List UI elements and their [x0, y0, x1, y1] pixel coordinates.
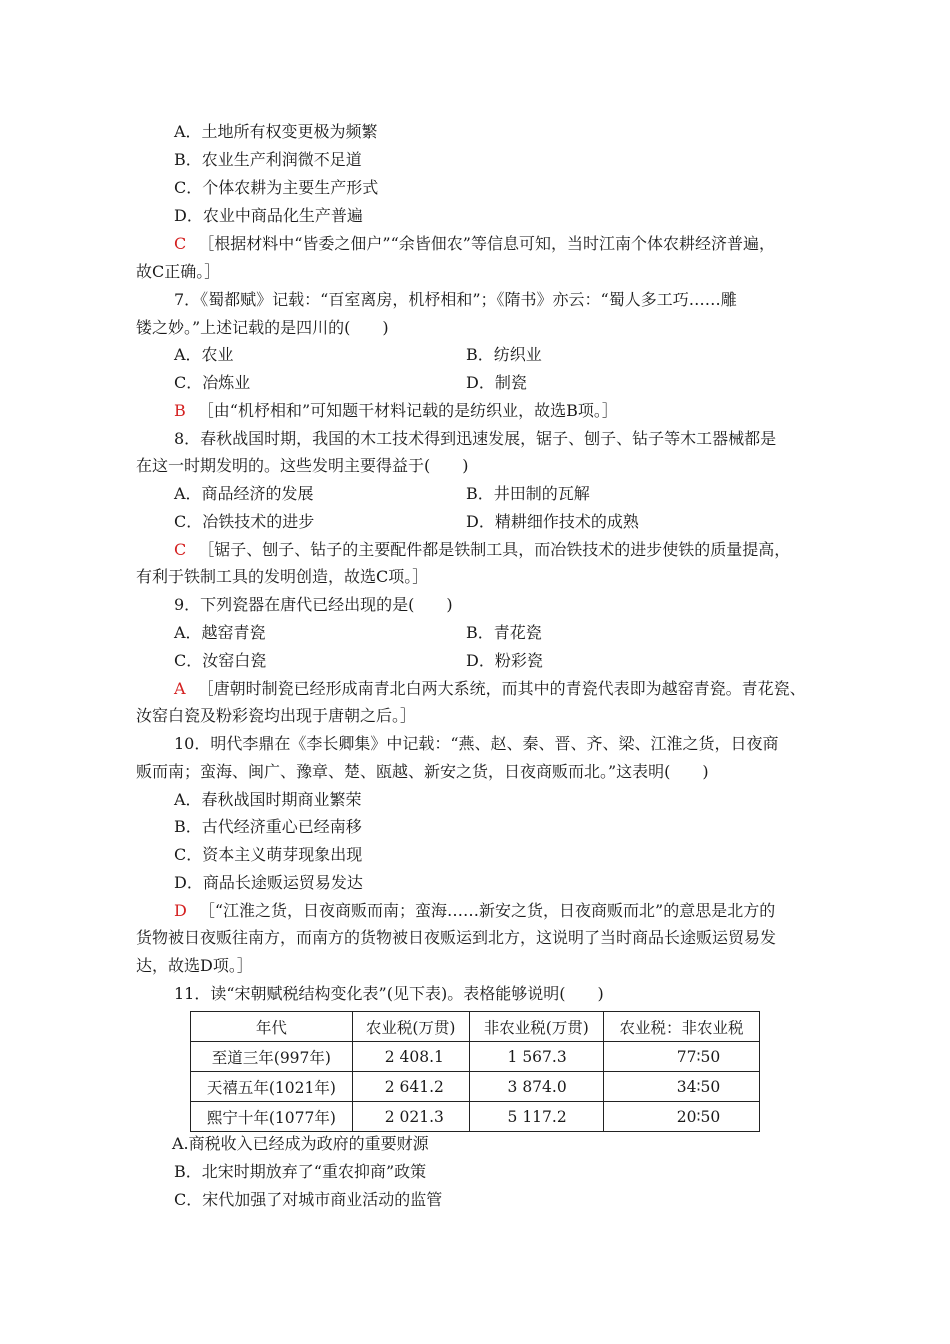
q9-stem: 9．下列瓷器在唐代已经出现的是( ) — [174, 595, 453, 614]
q10-answer-letter: D — [174, 901, 187, 920]
q8-option-a: A．商品经济的发展 — [174, 484, 314, 503]
table-cell-ratio: 77∶50 — [603, 1042, 759, 1072]
q7-answer — [174, 400, 618, 422]
table-row — [191, 1072, 760, 1102]
q8-stem-line2: 在这一时期发明的。这些发明主要得益于( ) — [136, 456, 469, 475]
q7-option-d: D．制瓷 — [466, 373, 527, 392]
q7-option-b: B．纺织业 — [466, 345, 542, 364]
q9-answer-line2: 汝窑白瓷及粉彩瓷均出现于唐朝之后。］ — [136, 706, 417, 725]
q8-option-b: B．井田制的瓦解 — [466, 484, 590, 503]
q6-option-a: A．土地所有权变更极为频繁 — [174, 122, 378, 141]
q10-answer-text: ［“江淮之货，日夜商贩而南；蛮海……新安之货，日夜商贩而北”的意思是北方的 — [198, 901, 776, 920]
q10-answer-line2: 货物被日夜贩往南方，而南方的货物被日夜贩运到北方，这说明了当时商品长途贩运贸易发 — [136, 928, 777, 947]
song-tax-table — [190, 1011, 760, 1132]
q7-stem-line2: 镂之妙。”上述记载的是四川的( ) — [136, 318, 389, 337]
q10-option-b: B．古代经济重心已经南移 — [174, 817, 362, 836]
q6-option-d: D．农业中商品化生产普遍 — [174, 206, 363, 225]
q8-answer-line1 — [174, 539, 790, 561]
q6-answer-letter: C — [174, 234, 187, 253]
table-header-cell: 非农业税(万贯) — [469, 1012, 603, 1042]
q9-option-c: C．汝窑白瓷 — [174, 651, 267, 670]
q6-option-c: C．个体农耕为主要生产形式 — [174, 178, 379, 197]
table-header-cell: 农业税(万贯) — [352, 1012, 469, 1042]
table-cell-nonagri-tax: 5 117.2 — [469, 1102, 603, 1132]
q8-answer-letter: C — [174, 540, 187, 559]
table-cell-agri-tax: 2 021.3 — [352, 1102, 469, 1132]
table-cell-ratio: 34∶50 — [603, 1072, 759, 1102]
q7-answer-text: ［由“机杼相和”可知题干材料记载的是纺织业，故选B项。］ — [197, 401, 618, 420]
table-header-row — [191, 1012, 760, 1042]
q10-answer-line1 — [174, 900, 775, 922]
table-cell-agri-tax: 2 408.1 — [352, 1042, 469, 1072]
table-cell-ratio: 20∶50 — [603, 1102, 759, 1132]
q10-stem-line1: 10．明代李鼎在《李长卿集》中记载：“燕、赵、秦、晋、齐、梁、江淮之货，日夜商 — [174, 734, 779, 753]
q7-option-c: C．冶炼业 — [174, 373, 251, 392]
q8-option-c: C．冶铁技术的进步 — [174, 512, 315, 531]
q8-stem-line1: 8．春秋战国时期，我国的木工技术得到迅速发展，锯子、刨子、钻子等木工器械都是 — [174, 429, 777, 448]
table-cell-year: 至道三年(997年) — [191, 1042, 353, 1072]
q11-option-b: B．北宋时期放弃了“重农抑商”政策 — [174, 1162, 427, 1181]
table-cell-agri-tax: 2 641.2 — [352, 1072, 469, 1102]
table-cell-nonagri-tax: 1 567.3 — [469, 1042, 603, 1072]
q10-option-a: A．春秋战国时期商业繁荣 — [174, 790, 362, 809]
q10-option-d: D．商品长途贩运贸易发达 — [174, 873, 363, 892]
table-header-cell: 年代 — [191, 1012, 353, 1042]
q9-answer-letter: A — [174, 679, 186, 698]
q7-stem-line1: 7．《蜀都赋》记载：“百室离房，机杼相和”；《隋书》亦云：“蜀人多工巧……雕 — [174, 290, 737, 309]
q11-stem: 11．读“宋朝赋税结构变化表”(见下表)。表格能够说明( ) — [174, 984, 604, 1003]
q9-option-b: B．青花瓷 — [466, 623, 542, 642]
q9-option-a: A．越窑青瓷 — [174, 623, 266, 642]
q11-option-c: C．宋代加强了对城市商业活动的监管 — [174, 1190, 443, 1209]
q7-answer-letter: B — [174, 401, 186, 420]
table-cell-nonagri-tax: 3 874.0 — [469, 1072, 603, 1102]
q9-answer-line1 — [174, 678, 806, 700]
table-header-cell: 农业税：非农业税 — [603, 1012, 759, 1042]
table-row — [191, 1102, 760, 1132]
q9-option-d: D．粉彩瓷 — [466, 651, 543, 670]
q9-answer-text: ［唐朝时制瓷已经形成南青北白两大系统，而其中的青瓷代表即为越窑青瓷。青花瓷、 — [197, 679, 806, 698]
q7-option-a: A．农业 — [174, 345, 234, 364]
q10-answer-line3: 达，故选D项。］ — [136, 956, 253, 975]
q6-answer-line1 — [174, 233, 775, 255]
q8-option-d: D．精耕细作技术的成熟 — [466, 512, 639, 531]
table-cell-year: 熙宁十年(1077年) — [191, 1102, 353, 1132]
q8-answer-line2: 有利于铁制工具的发明创造，故选C项。］ — [136, 567, 429, 586]
q10-option-c: C．资本主义萌芽现象出现 — [174, 845, 363, 864]
q10-stem-line2: 贩而南；蛮海、闽广、豫章、楚、瓯越、新安之货，日夜商贩而北。”这表明( ) — [136, 762, 709, 781]
q6-answer-text: ［根据材料中“皆委之佃户”“余皆佃农”等信息可知，当时江南个体农耕经济普遍， — [198, 234, 775, 253]
table-row — [191, 1042, 760, 1072]
q8-answer-text: ［锯子、刨子、钻子的主要配件都是铁制工具，而冶铁技术的进步使铁的质量提高， — [198, 540, 791, 559]
q6-answer-line2: 故C正确。］ — [136, 262, 221, 281]
table-cell-year: 天禧五年(1021年) — [191, 1072, 353, 1102]
q11-option-a: A.商税收入已经成为政府的重要财源 — [172, 1134, 429, 1153]
q6-option-b: B．农业生产利润微不足道 — [174, 150, 362, 169]
